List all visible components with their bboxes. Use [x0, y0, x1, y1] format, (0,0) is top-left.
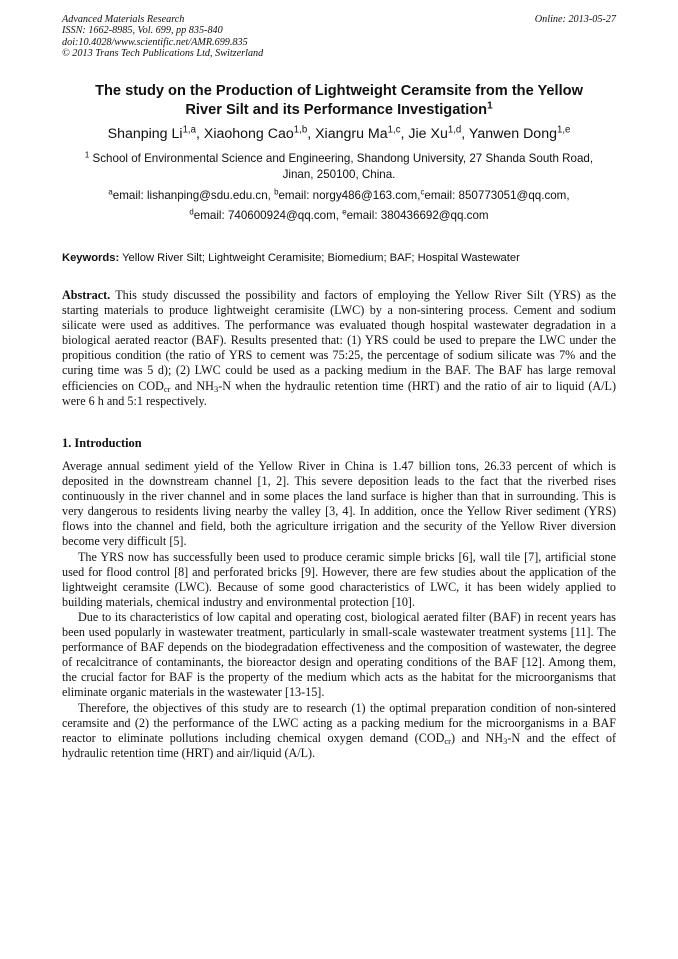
email-line-1	[62, 186, 616, 206]
author-affiliation-mark: 1,b	[293, 124, 308, 136]
keywords-text: Yellow River Silt; Lightweight Ceramisite; Biomedium; BAF; Hospital Wastewater	[119, 252, 520, 264]
subscript: cr	[163, 383, 171, 394]
author-separator: ,	[307, 126, 316, 142]
section-body	[62, 459, 616, 761]
abstract	[62, 288, 616, 409]
paper-title	[62, 82, 616, 120]
author-separator: ,	[400, 126, 409, 142]
abstract-text: -N when the hydraulic retention time (HRT) and the ratio of air to liquid (A/L) were 6 h and 5:1 respectively.	[62, 378, 616, 408]
journal-header	[62, 14, 616, 60]
author	[315, 126, 408, 142]
affiliation-text: School of Environmental Science and Engineering, Shandong University, 27 Shanda South Road,	[89, 152, 594, 165]
author-separator: ,	[195, 126, 204, 142]
affiliation-line-1	[62, 151, 616, 167]
author-name: Xiangru Ma	[315, 126, 388, 142]
abstract-text: This study discussed the possibility and factors of employing the Yellow River Silt (YRS) as the starting materials to produce lightweight ceramisite (LWC) by a non-sintering process. Cement and sodium silicate were used as additives. The performance was evaluated though hospital wastewater degradation in a biological aerated reactor (BAF). Results presented that: (1) YRS could be used to prepare the LWC under the propitious condition (the ratio of YRS to cement was 75:25, the percentage of sodium silicate was 7% and the curing time was 5 d); (2) LWC could be used as a packing medium in the BAF. The BAF has large removal efficiencies on COD	[62, 288, 616, 393]
title-line-2-text: River Silt and its Performance Investigation	[185, 102, 488, 118]
paragraph-text: Therefore, the objectives of this study are to research (1) the optimal preparation condition of non-sintered ceramsite and (2) the performance of the LWC acting as a packing medium for the microorganisms in a BAF reactor to eliminate pollutions including chemical oxygen demand (COD	[62, 700, 616, 745]
paragraph	[62, 701, 616, 761]
email-mark: e	[342, 207, 347, 217]
email-address[interactable]: email: 850773051@qq.com,	[424, 189, 570, 202]
email-line-2	[62, 206, 616, 226]
email-mark: a	[108, 187, 113, 197]
journal-copyright: © 2013 Trans Tech Publications Ltd, Switzerland	[62, 48, 264, 60]
keywords-label: Keywords:	[62, 252, 120, 264]
email-address[interactable]: email: lishanping@sdu.edu.cn,	[112, 189, 275, 202]
author-name: Xiaohong Cao	[203, 126, 294, 142]
author	[108, 126, 204, 142]
author-emails	[62, 186, 616, 226]
subscript: cr	[444, 735, 451, 746]
email-address[interactable]: email: 740600924@qq.com,	[193, 209, 343, 222]
subscript: 3	[503, 735, 508, 746]
author-affiliation-mark: 1,d	[447, 124, 462, 136]
author-list	[62, 125, 616, 143]
author-affiliation-mark: 1,a	[182, 124, 196, 136]
journal-issn: ISSN: 1662-8985, Vol. 699, pp 835-840	[62, 25, 223, 37]
author-name: Shanping Li	[107, 126, 183, 142]
subscript: 3	[213, 383, 219, 394]
affiliation	[62, 151, 616, 182]
email-address[interactable]: email: norgy486@163.com,	[278, 189, 421, 202]
author-separator: ,	[461, 126, 469, 142]
paragraph: Average annual sediment yield of the Yellow River in China is 1.47 billion tons, 26.33 percent of which is deposited in the downstream channel [1, 2]. This severe deposition leads to the fact that the riverbed rises continuously in the river channel and in some places the land surface is higher than that in surrounding. This is very dangerous to residents living nearby the valley [3, 4]. In addition, once the Yellow River sediment (YRS) flows into the channel and field, both the agriculture irrigation and the security of the Yellow River diversion become very difficult [5].	[62, 459, 616, 549]
journal-doi: doi:10.4028/www.scientific.net/AMR.699.835	[62, 36, 248, 48]
author-name: Yanwen Dong	[468, 126, 557, 142]
title-line-1: The study on the Production of Lightweight Ceramsite from the Yellow	[95, 83, 583, 99]
keywords	[62, 251, 616, 265]
email-mark: d	[189, 207, 194, 217]
affiliation-line-2: Jinan, 250100, China.	[282, 167, 396, 181]
author	[204, 126, 315, 142]
email-mark: b	[274, 187, 279, 197]
paragraph: Due to its characteristics of low capital and operating cost, biological aerated filter (BAF) in recent years has been used popularly in wastewater treatment, particularly in small-scale wastewater treatment systems [11]. The performance of BAF depends on the biodegradation effectiveness and the composition of wastewater, the degree of recalcitrance of contaminants, the bioreactor design and operating conditions of the BAF [12]. Among them, the crucial factor for BAF is the property of the medium which acts as the habitat for the microorganisms that eliminate organic materials in the wastewater [13-15].	[62, 609, 616, 700]
abstract-label: Abstract.	[62, 288, 111, 302]
paragraph-text: -N and the effect of hydraulic retention time (HRT) and air/liquid (A/L).	[62, 730, 616, 760]
title-line-2	[62, 101, 616, 120]
abstract-text: and NH	[170, 378, 214, 393]
journal-name: Advanced Materials Research	[62, 14, 185, 25]
paragraph-text: ) and NH	[450, 730, 504, 745]
author-affiliation-mark: 1,c	[387, 124, 401, 136]
email-mark: c	[420, 187, 425, 197]
author-name: Jie Xu	[408, 126, 448, 142]
author-affiliation-mark: 1,e	[556, 124, 571, 136]
affiliation-mark: 1	[84, 150, 90, 160]
online-date: Online: 2013-05-27	[534, 14, 616, 25]
paragraph: The YRS now has successfully been used to produce ceramic simple bricks [6], wall tile [7], artificial stone used for flood control [8] and perforated bricks [9]. However, there are few studies about the application of the lightweight ceramsite (LWC). Because of some good characteristics of LWC, it has been widely applied to building materials, chemical industry and environmental protection [10].	[62, 549, 616, 609]
author	[408, 126, 468, 142]
title-footnote-mark: 1	[487, 100, 493, 112]
email-address[interactable]: email: 380436692@qq.com	[346, 209, 489, 222]
section-heading: 1. Introduction	[62, 436, 142, 450]
author	[469, 126, 570, 142]
